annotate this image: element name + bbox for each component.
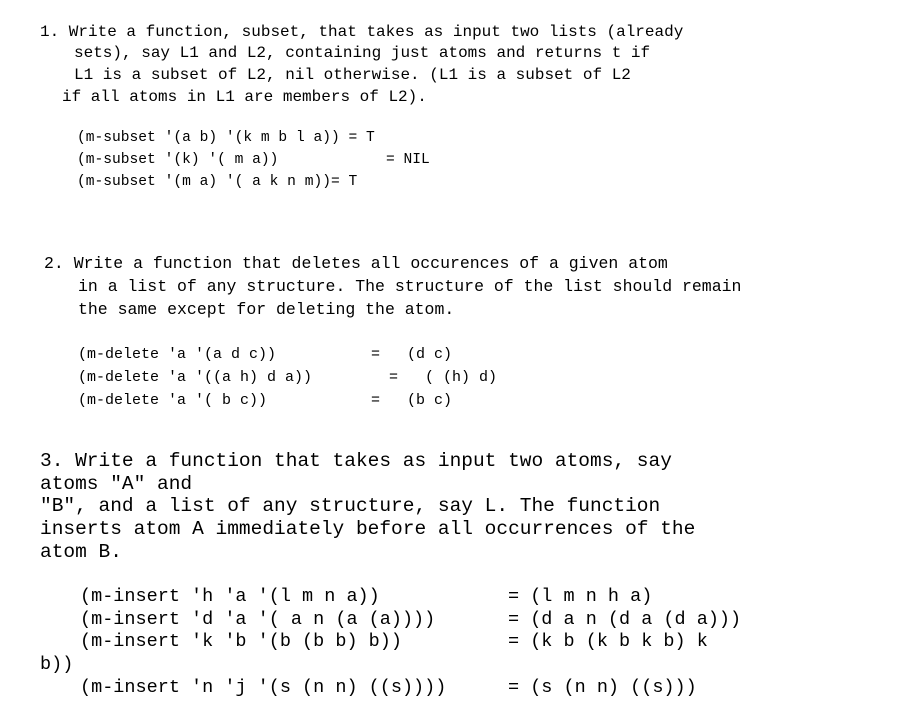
problem-2-example-2-result: ( (h) d) [425,369,498,386]
problem-3-example-3: (m-insert 'k 'b '(b (b b) b)) [80,631,402,652]
problem-3-example-2: (m-insert 'd 'a '( a n (a (a)))) [80,609,436,630]
problem-3-line-5: atom B. [40,541,122,563]
problem-1-example-2-result: = NIL [386,152,430,168]
problem-2-example-2-eq: = [389,369,399,386]
problem-3-example-2-result: = (d a n (d a (d a))) [508,609,742,630]
problem-1-line-4: if all atoms in L1 are members of L2). [62,88,427,106]
problem-1-line-1: 1. Write a function, subset, that takes as input two lists (already [40,23,684,41]
problem-2-example-3-result: (b c) [407,392,453,409]
problem-2-example-2: (m-delete 'a '((a h) d a)) [78,369,313,386]
problem-1-example-3: (m-subset '(m a) '( a k n m))= T [77,174,358,190]
problem-2-example-1-eq: = [371,346,381,363]
problem-3-example-1: (m-insert 'h 'a '(l m n a)) [80,586,380,607]
problem-1-example-1: (m-subset '(a b) '(k m b l a)) = T [77,130,375,146]
problem-1-line-2: sets), say L1 and L2, containing just atoms and returns t if [74,44,651,62]
problem-2-line-2: in a list of any structure. The structure of the list should remain [78,277,742,296]
problem-2-line-3: the same except for deleting the atom. [78,300,455,319]
problem-2-example-1: (m-delete 'a '(a d c)) [78,346,277,363]
problem-3-example-4: (m-insert 'n 'j '(s (n n) ((s)))) [80,677,447,698]
problem-2-example-1-result: (d c) [407,346,453,363]
problem-3-line-1: 3. Write a function that takes as input two atoms, say [40,450,672,472]
problem-3-line-3: "B", and a list of any structure, say L. The function [40,495,661,517]
problem-2-line-1: 2. Write a function that deletes all occurences of a given atom [44,254,668,273]
problem-2-example-3-eq: = [371,392,381,409]
problem-3-example-3-continuation: b)) [40,654,74,675]
problem-2-example-3: (m-delete 'a '( b c)) [78,392,268,409]
problem-1-example-2: (m-subset '(k) '( m a)) [77,152,279,168]
problem-3-line-2: atoms "A" and [40,473,193,495]
problem-1-line-3: L1 is a subset of L2, nil otherwise. (L1 is a subset of L2 [74,66,631,84]
problem-3-example-1-result: = (l m n h a) [508,586,653,607]
problem-3-example-4-result: = (s (n n) ((s))) [508,677,697,698]
problem-3-example-3-result: = (k b (k b k b) k [508,631,708,652]
problem-3-line-4: inserts atom A immediately before all occurrences of the [40,518,696,540]
